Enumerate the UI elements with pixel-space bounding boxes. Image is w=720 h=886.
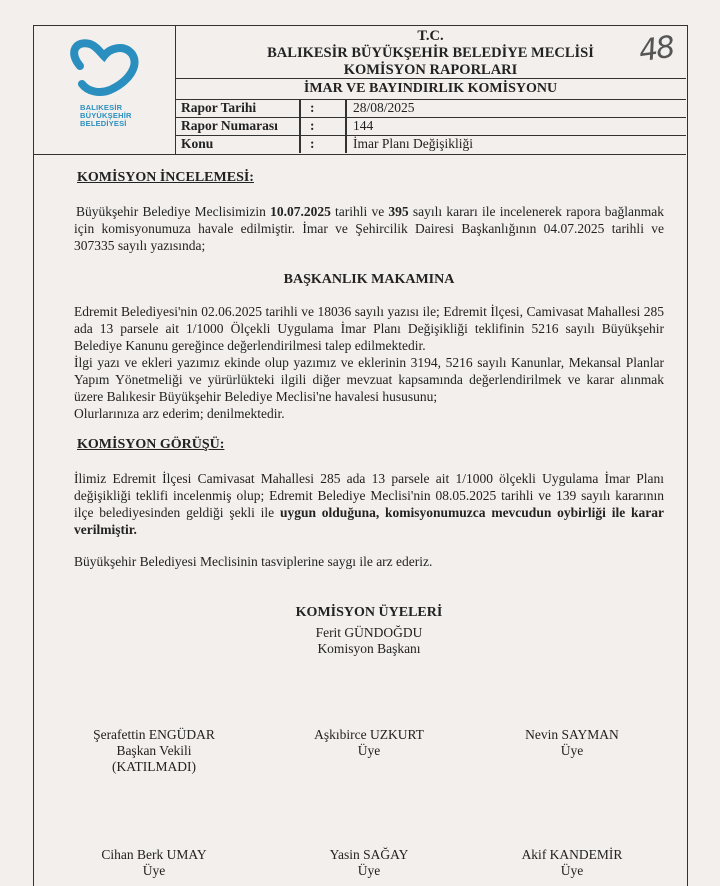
- report-date-row: Rapor Tarihi : 28/08/2025: [175, 99, 686, 118]
- gorus-paragraph-2: Büyükşehir Belediyesi Meclisinin tasviplerine saygı ile arz ederiz.: [74, 554, 433, 569]
- members-heading: KOMİSYON ÜYELERİ: [295, 605, 443, 620]
- gorus-paragraph-1: İlimiz Edremit İlçesi Camivasat Mahallesi 285 ada 13 parsele ait 1/1000 ölçekli Uygulama İmar Planı değişikliği teklifi incelenmiş olup; Edremit Belediye Meclisi'nin 08.05.2025 tarihli ve 139 sayılı kararının ilçe belediyesinden geldiği şekli ile uygun olduğuna, komisyonumuzca mevcudun oybirliği ile karar verilmiştir.: [74, 471, 664, 537]
- inceleme-heading: KOMİSYON İNCELEMESİ:: [77, 170, 254, 185]
- member-2: Aşkıbirce UZKURT Üye: [314, 727, 424, 758]
- handwritten-number: 48: [636, 29, 676, 70]
- member-6: Akif KANDEMİR Üye: [521, 847, 623, 878]
- inceleme-paragraph-1: Büyükşehir Belediye Meclisimizin 10.07.2025 tarihli ve 395 sayılı kararı ile incelenerek rapora bağlanmak için komisyonumuza havale edilmiştir. İmar ve Şehircilik Dairesi Başkanlığının 04.07.2025 tarihli ve 307335 sayılı yazısında;: [74, 204, 665, 253]
- chair-member: Ferit GÜNDOĞDU Komisyon Başkanı: [315, 625, 423, 656]
- logo-cell: [34, 26, 176, 154]
- report-subject-row: Konu : İmar Planı Değişikliği: [181, 136, 473, 151]
- member-5: Yasin SAĞAY Üye: [329, 847, 409, 878]
- member-4: Cihan Berk UMAY Üye: [101, 847, 207, 878]
- report-title: T.C. BALIKESİR BÜYÜKŞEHİR BELEDİYE MECLİSİ KOMİSYON RAPORLARI: [267, 28, 594, 78]
- report-number-row: Rapor Numarası : 144: [175, 117, 686, 136]
- member-1: Şerafettin ENGÜDAR Başkan Vekili (KATILMADI): [93, 727, 215, 774]
- municipality-logo-icon: [66, 38, 142, 102]
- gorus-heading: KOMİSYON GÖRÜŞÜ:: [77, 437, 225, 452]
- makam-heading: BAŞKANLIK MAKAMINA: [283, 272, 455, 287]
- report-header: [34, 26, 686, 155]
- commission-name: İMAR VE BAYINDIRLIK KOMİSYONU: [175, 78, 686, 100]
- inceleme-paragraph-2: Edremit Belediyesi'nin 02.06.2025 tarihli ve 18036 sayılı yazısı ile; Edremit İlçesi, Camivasat Mahallesi 285 ada 13 parsele ait 1/1000 Ölçekli Uygulama İmar Planı Değişikliği teklifinin 5216 sayılı Büyükşehir Belediye Kanunu gereğince değerlendirilmesi talep edilmektedir.: [74, 304, 664, 353]
- inceleme-paragraph-3: İlgi yazı ve ekleri yazımız ekinde olup yazımız ve eklerinin 3194, 5216 sayılı Kanunlar, Mekansal Planlar Yapım Yönetmeliği ve yürürlükteki ilgili diğer mevzuat kapsamında değerlendirilmek ve karar alınmak üzere Balıkesir Büyükşehir Belediye Meclisi'ne havalesi hususunu;: [74, 355, 664, 404]
- report-page: [33, 25, 688, 886]
- member-3: Nevin SAYMAN Üye: [525, 727, 619, 758]
- inceleme-paragraph-4: Olurlarınıza arz ederim; denilmektedir.: [74, 406, 285, 421]
- logo-text: BALIKESİR BÜYÜKŞEHİR BELEDİYESİ: [80, 103, 132, 128]
